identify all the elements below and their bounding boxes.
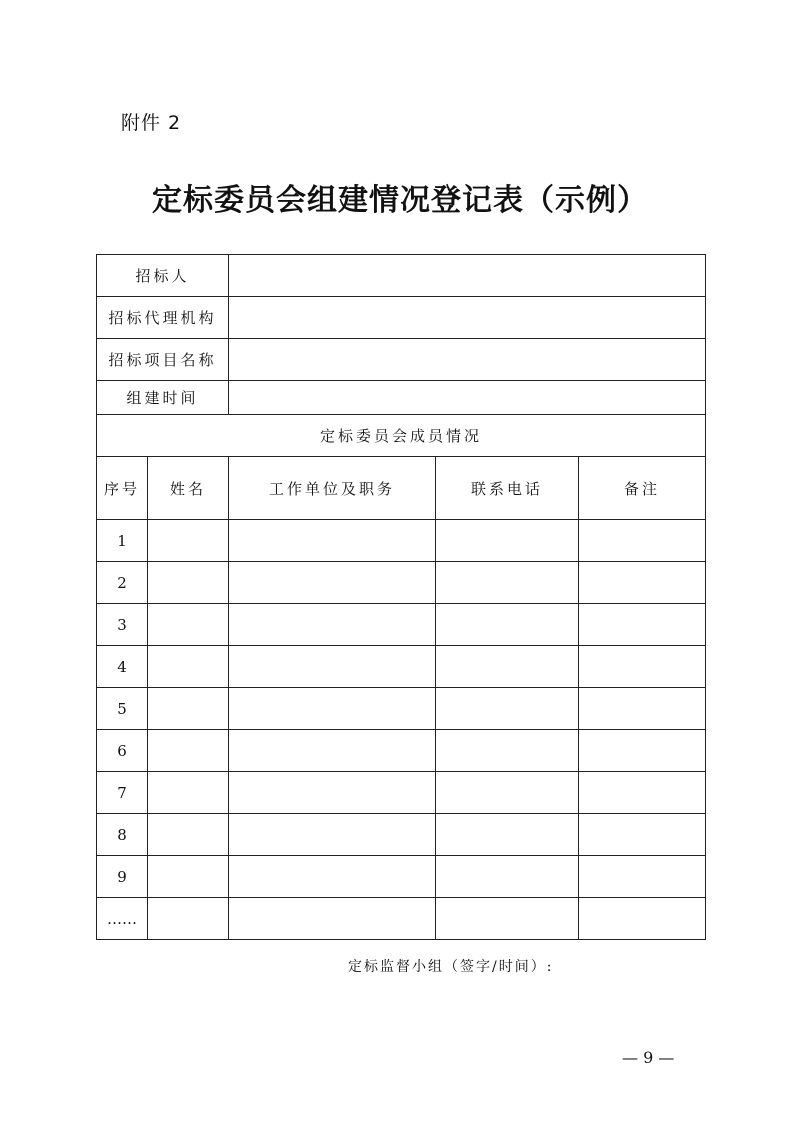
name-cell[interactable] (148, 898, 229, 940)
page-number: — 9 — (622, 1048, 675, 1067)
name-cell[interactable] (148, 730, 229, 772)
info-label-tenderer: 招标人 (97, 255, 229, 297)
section-row (97, 415, 706, 457)
phone-cell[interactable] (436, 814, 579, 856)
remarks-cell[interactable] (579, 646, 706, 688)
table-row (97, 604, 706, 646)
column-header-name: 姓名 (148, 457, 229, 520)
table-row (97, 646, 706, 688)
info-row-formation-time (97, 381, 706, 415)
row-number: 6 (97, 730, 148, 772)
info-row-project-name (97, 339, 706, 381)
table-row (97, 772, 706, 814)
employer-position-cell[interactable] (229, 814, 436, 856)
name-cell[interactable] (148, 520, 229, 562)
table-row (97, 898, 706, 940)
column-header-remarks: 备注 (579, 457, 706, 520)
table-row (97, 730, 706, 772)
row-number: 4 (97, 646, 148, 688)
supervision-signature-note: 定标监督小组（签字/时间）: (348, 959, 554, 975)
employer-position-cell[interactable] (229, 730, 436, 772)
info-row-agency (97, 297, 706, 339)
info-value-project-name[interactable] (229, 339, 706, 381)
phone-cell[interactable] (436, 562, 579, 604)
employer-position-cell[interactable] (229, 520, 436, 562)
employer-position-cell[interactable] (229, 688, 436, 730)
info-label-project-name: 招标项目名称 (97, 339, 229, 381)
name-cell[interactable] (148, 856, 229, 898)
table-row (97, 688, 706, 730)
row-number: 2 (97, 562, 148, 604)
employer-position-cell[interactable] (229, 646, 436, 688)
attachment-label: 附件 2 (121, 112, 182, 134)
employer-position-cell[interactable] (229, 898, 436, 940)
employer-position-cell[interactable] (229, 772, 436, 814)
remarks-cell[interactable] (579, 898, 706, 940)
phone-cell[interactable] (436, 772, 579, 814)
table-row (97, 520, 706, 562)
table-row (97, 814, 706, 856)
info-value-tenderer[interactable] (229, 255, 706, 297)
name-cell[interactable] (148, 646, 229, 688)
column-header-phone: 联系电话 (436, 457, 579, 520)
phone-cell[interactable] (436, 898, 579, 940)
phone-cell[interactable] (436, 730, 579, 772)
remarks-cell[interactable] (579, 520, 706, 562)
info-row-tenderer (97, 255, 706, 297)
info-label-formation-time: 组建时间 (97, 381, 229, 415)
name-cell[interactable] (148, 604, 229, 646)
remarks-cell[interactable] (579, 856, 706, 898)
phone-cell[interactable] (436, 856, 579, 898)
registration-table (96, 254, 706, 940)
row-number: 5 (97, 688, 148, 730)
remarks-cell[interactable] (579, 730, 706, 772)
table-row (97, 562, 706, 604)
phone-cell[interactable] (436, 520, 579, 562)
row-number: …… (97, 898, 148, 940)
remarks-cell[interactable] (579, 772, 706, 814)
row-number: 1 (97, 520, 148, 562)
row-number: 3 (97, 604, 148, 646)
row-number: 9 (97, 856, 148, 898)
name-cell[interactable] (148, 562, 229, 604)
row-number: 8 (97, 814, 148, 856)
remarks-cell[interactable] (579, 688, 706, 730)
name-cell[interactable] (148, 688, 229, 730)
column-header-employer-position: 工作单位及职务 (229, 457, 436, 520)
name-cell[interactable] (148, 814, 229, 856)
section-title: 定标委员会成员情况 (97, 415, 706, 457)
info-value-formation-time[interactable] (229, 381, 706, 415)
document-title: 定标委员会组建情况登记表（示例） (152, 183, 648, 218)
column-header-number: 序号 (97, 457, 148, 520)
name-cell[interactable] (148, 772, 229, 814)
phone-cell[interactable] (436, 646, 579, 688)
header-row (97, 457, 706, 520)
employer-position-cell[interactable] (229, 604, 436, 646)
info-label-agency: 招标代理机构 (97, 297, 229, 339)
phone-cell[interactable] (436, 688, 579, 730)
phone-cell[interactable] (436, 604, 579, 646)
table-row (97, 856, 706, 898)
row-number: 7 (97, 772, 148, 814)
remarks-cell[interactable] (579, 604, 706, 646)
remarks-cell[interactable] (579, 562, 706, 604)
employer-position-cell[interactable] (229, 562, 436, 604)
employer-position-cell[interactable] (229, 856, 436, 898)
remarks-cell[interactable] (579, 814, 706, 856)
info-value-agency[interactable] (229, 297, 706, 339)
